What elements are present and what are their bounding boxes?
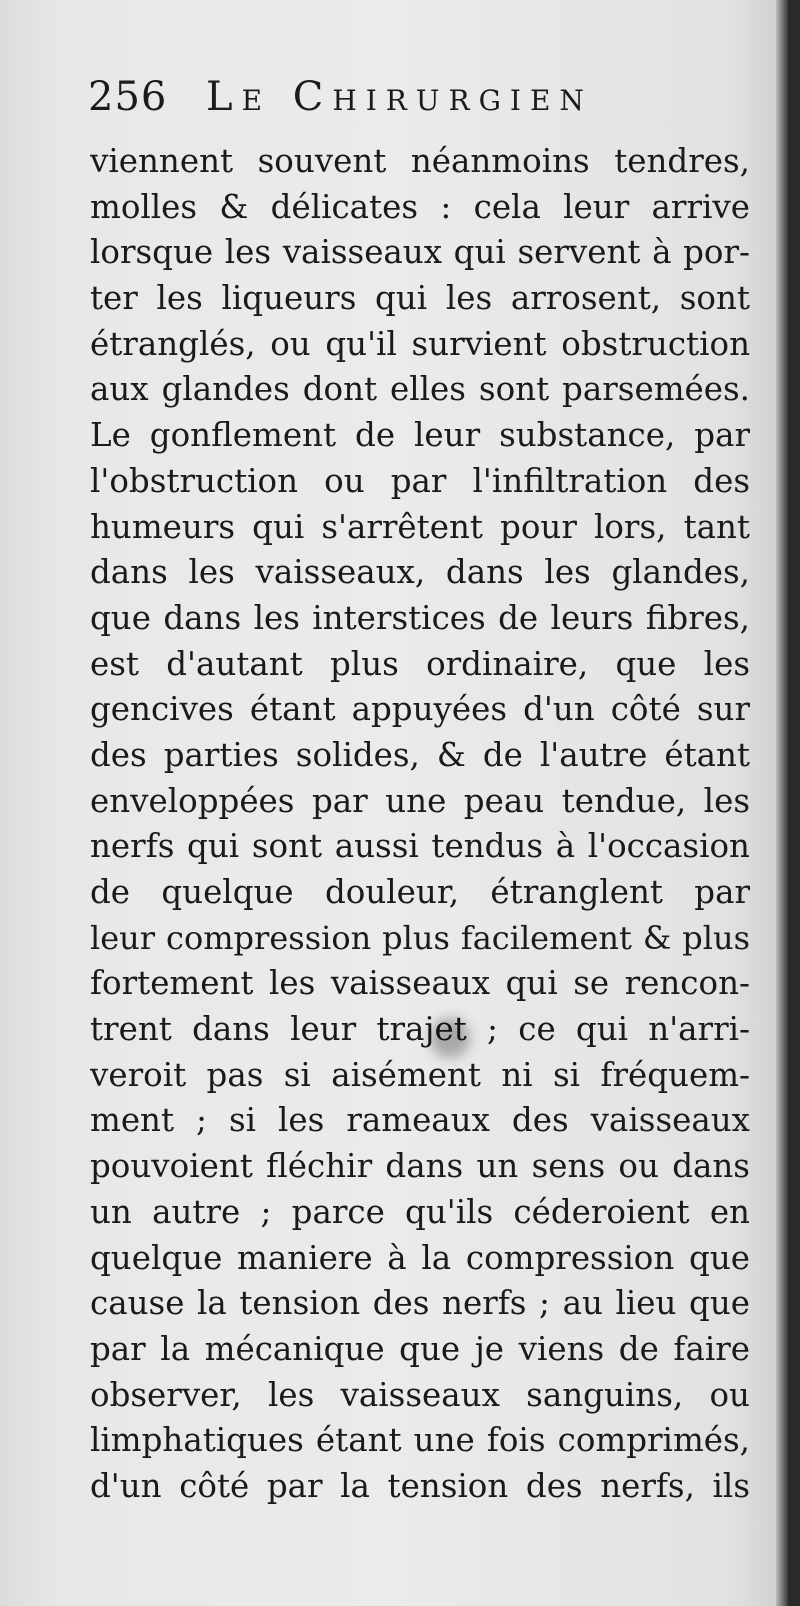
text-line: des parties solides, & de l'autre étant [90, 735, 750, 774]
text-line: enveloppées par une peau tendue, les [90, 781, 750, 820]
text-line: limphatiques étant une fois comprimés, [90, 1421, 750, 1460]
text-line: Le gonflement de leur substance, par [90, 416, 750, 455]
text-line: est d'autant plus ordinaire, que les [90, 644, 750, 683]
body-text [90, 139, 750, 1510]
running-head [88, 68, 748, 138]
page-edge-shadow [776, 0, 788, 1606]
text-line: un autre ; parce qu'ils céderoient en [90, 1192, 750, 1231]
text-line: par la mécanique que je viens de faire [90, 1329, 750, 1368]
ink-stain [430, 1018, 470, 1058]
text-line: aux glandes dont elles sont parsemées. [90, 370, 750, 409]
text-line: veroit pas si aisément ni si fréquem- [90, 1055, 750, 1094]
text-line: dans les vaisseaux, dans les glandes, [90, 553, 750, 592]
text-line: l'obstruction ou par l'infiltration des [90, 461, 750, 500]
text-line: leur compression plus facilement & plus [90, 918, 750, 957]
text-line: ter les liqueurs qui les arrosent, sont [90, 279, 750, 318]
text-line: fortement les vaisseaux qui se rencon- [90, 964, 750, 1003]
text-line: pouvoient fléchir dans un sens ou dans [90, 1147, 750, 1186]
text-line: de quelque douleur, étranglent par [90, 873, 750, 911]
text-line: viennent souvent néanmoins tendres, [90, 142, 750, 180]
text-line: molles & délicates : cela leur arrive [90, 187, 750, 226]
running-head-title: Le Chirurgien [206, 74, 593, 120]
text-line: étranglés, ou qu'il survient obstruction [90, 324, 750, 363]
text-line: ment ; si les rameaux des vaisseaux [90, 1101, 750, 1140]
text-line: que dans les interstices de leurs fibres, [90, 598, 750, 637]
page-number: 256 [88, 74, 168, 120]
text-line: observer, les vaisseaux sanguins, ou [90, 1375, 750, 1414]
text-line: trent dans leur trajet ; ce qui n'arri- [90, 1010, 750, 1049]
text-line: d'un côté par la tension des nerfs, ils [90, 1466, 750, 1505]
text-line: quelque maniere à la compression que [90, 1238, 750, 1277]
text-line: humeurs qui s'arrêtent pour lors, tant [90, 507, 750, 546]
text-line: gencives étant appuyées d'un côté sur [90, 690, 750, 729]
text-line: lorsque les vaisseaux qui servent à por- [90, 233, 750, 272]
text-line: cause la tension des nerfs ; au lieu que [90, 1284, 750, 1323]
text-line: nerfs qui sont aussi tendus à l'occasion [90, 827, 750, 866]
